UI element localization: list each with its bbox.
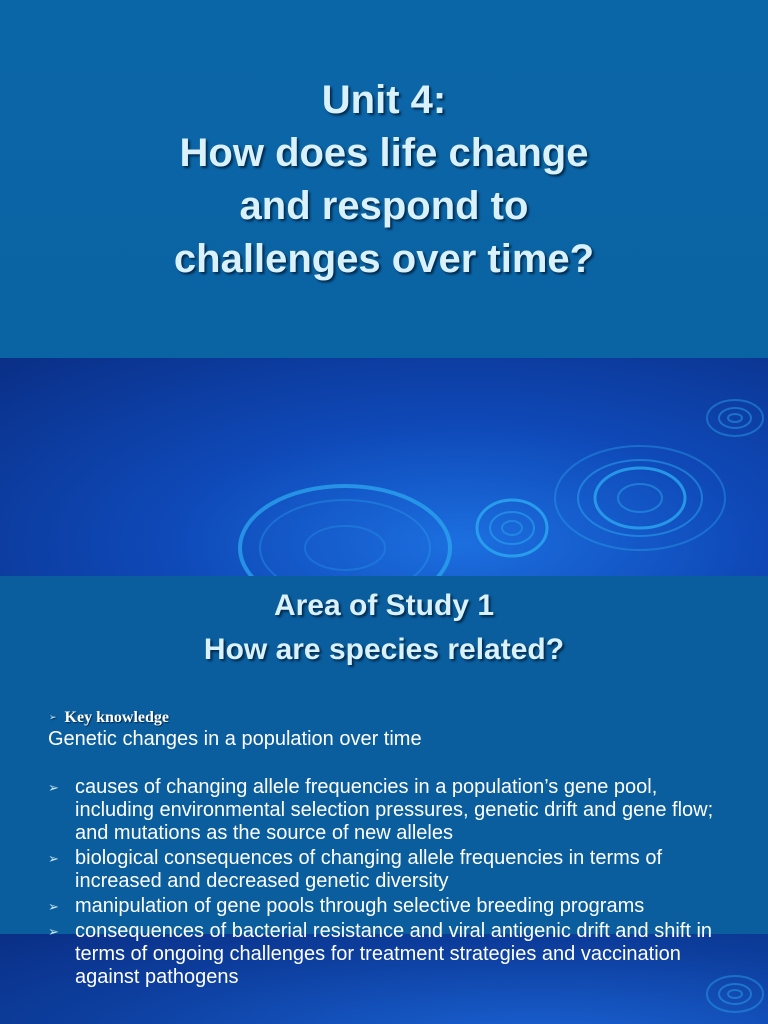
title-line: Unit 4: — [321, 78, 447, 122]
list-item — [48, 920, 728, 989]
key-knowledge-list — [48, 776, 728, 991]
title-line: challenges over time? — [173, 237, 595, 281]
arrow-bullet-icon: ➢ — [49, 713, 57, 723]
key-knowledge-heading — [49, 709, 169, 727]
slide-2-title — [0, 584, 768, 672]
list-item — [48, 847, 728, 893]
list-item-text: biological consequences of changing allele frequencies in terms of increased and decreased genetic diversity — [75, 847, 663, 892]
title-line: How does life change — [179, 131, 589, 175]
arrow-bullet-icon: ➢ — [48, 781, 59, 796]
title-line: and respond to — [239, 184, 529, 228]
list-item — [48, 776, 728, 845]
list-item-text: consequences of bacterial resistance and viral antigenic drift and shift in terms of ongoing challenges for treatment strategies and vaccination against pathogens — [75, 920, 713, 988]
section-subheading: Genetic changes in a population over time — [48, 728, 422, 750]
decorative-band — [0, 358, 768, 576]
title-line: How are species related? — [203, 633, 565, 666]
arrow-bullet-icon: ➢ — [48, 900, 59, 915]
title-line: Area of Study 1 — [273, 589, 495, 622]
key-knowledge-label: Key knowledge — [64, 709, 169, 726]
list-item — [48, 895, 728, 918]
arrow-bullet-icon: ➢ — [48, 852, 59, 867]
ripple-circles-decoration — [0, 358, 768, 576]
list-item-text: manipulation of gene pools through selective breeding programs — [75, 895, 645, 917]
slide-area-of-study-1 — [0, 576, 768, 1024]
slide-1-title — [0, 74, 768, 286]
list-item-text: causes of changing allele frequencies in a population’s gene pool, including environmental selection pressures, genetic drift and gene flow; and mutations as the source of new alleles — [75, 776, 714, 844]
arrow-bullet-icon: ➢ — [48, 925, 59, 940]
